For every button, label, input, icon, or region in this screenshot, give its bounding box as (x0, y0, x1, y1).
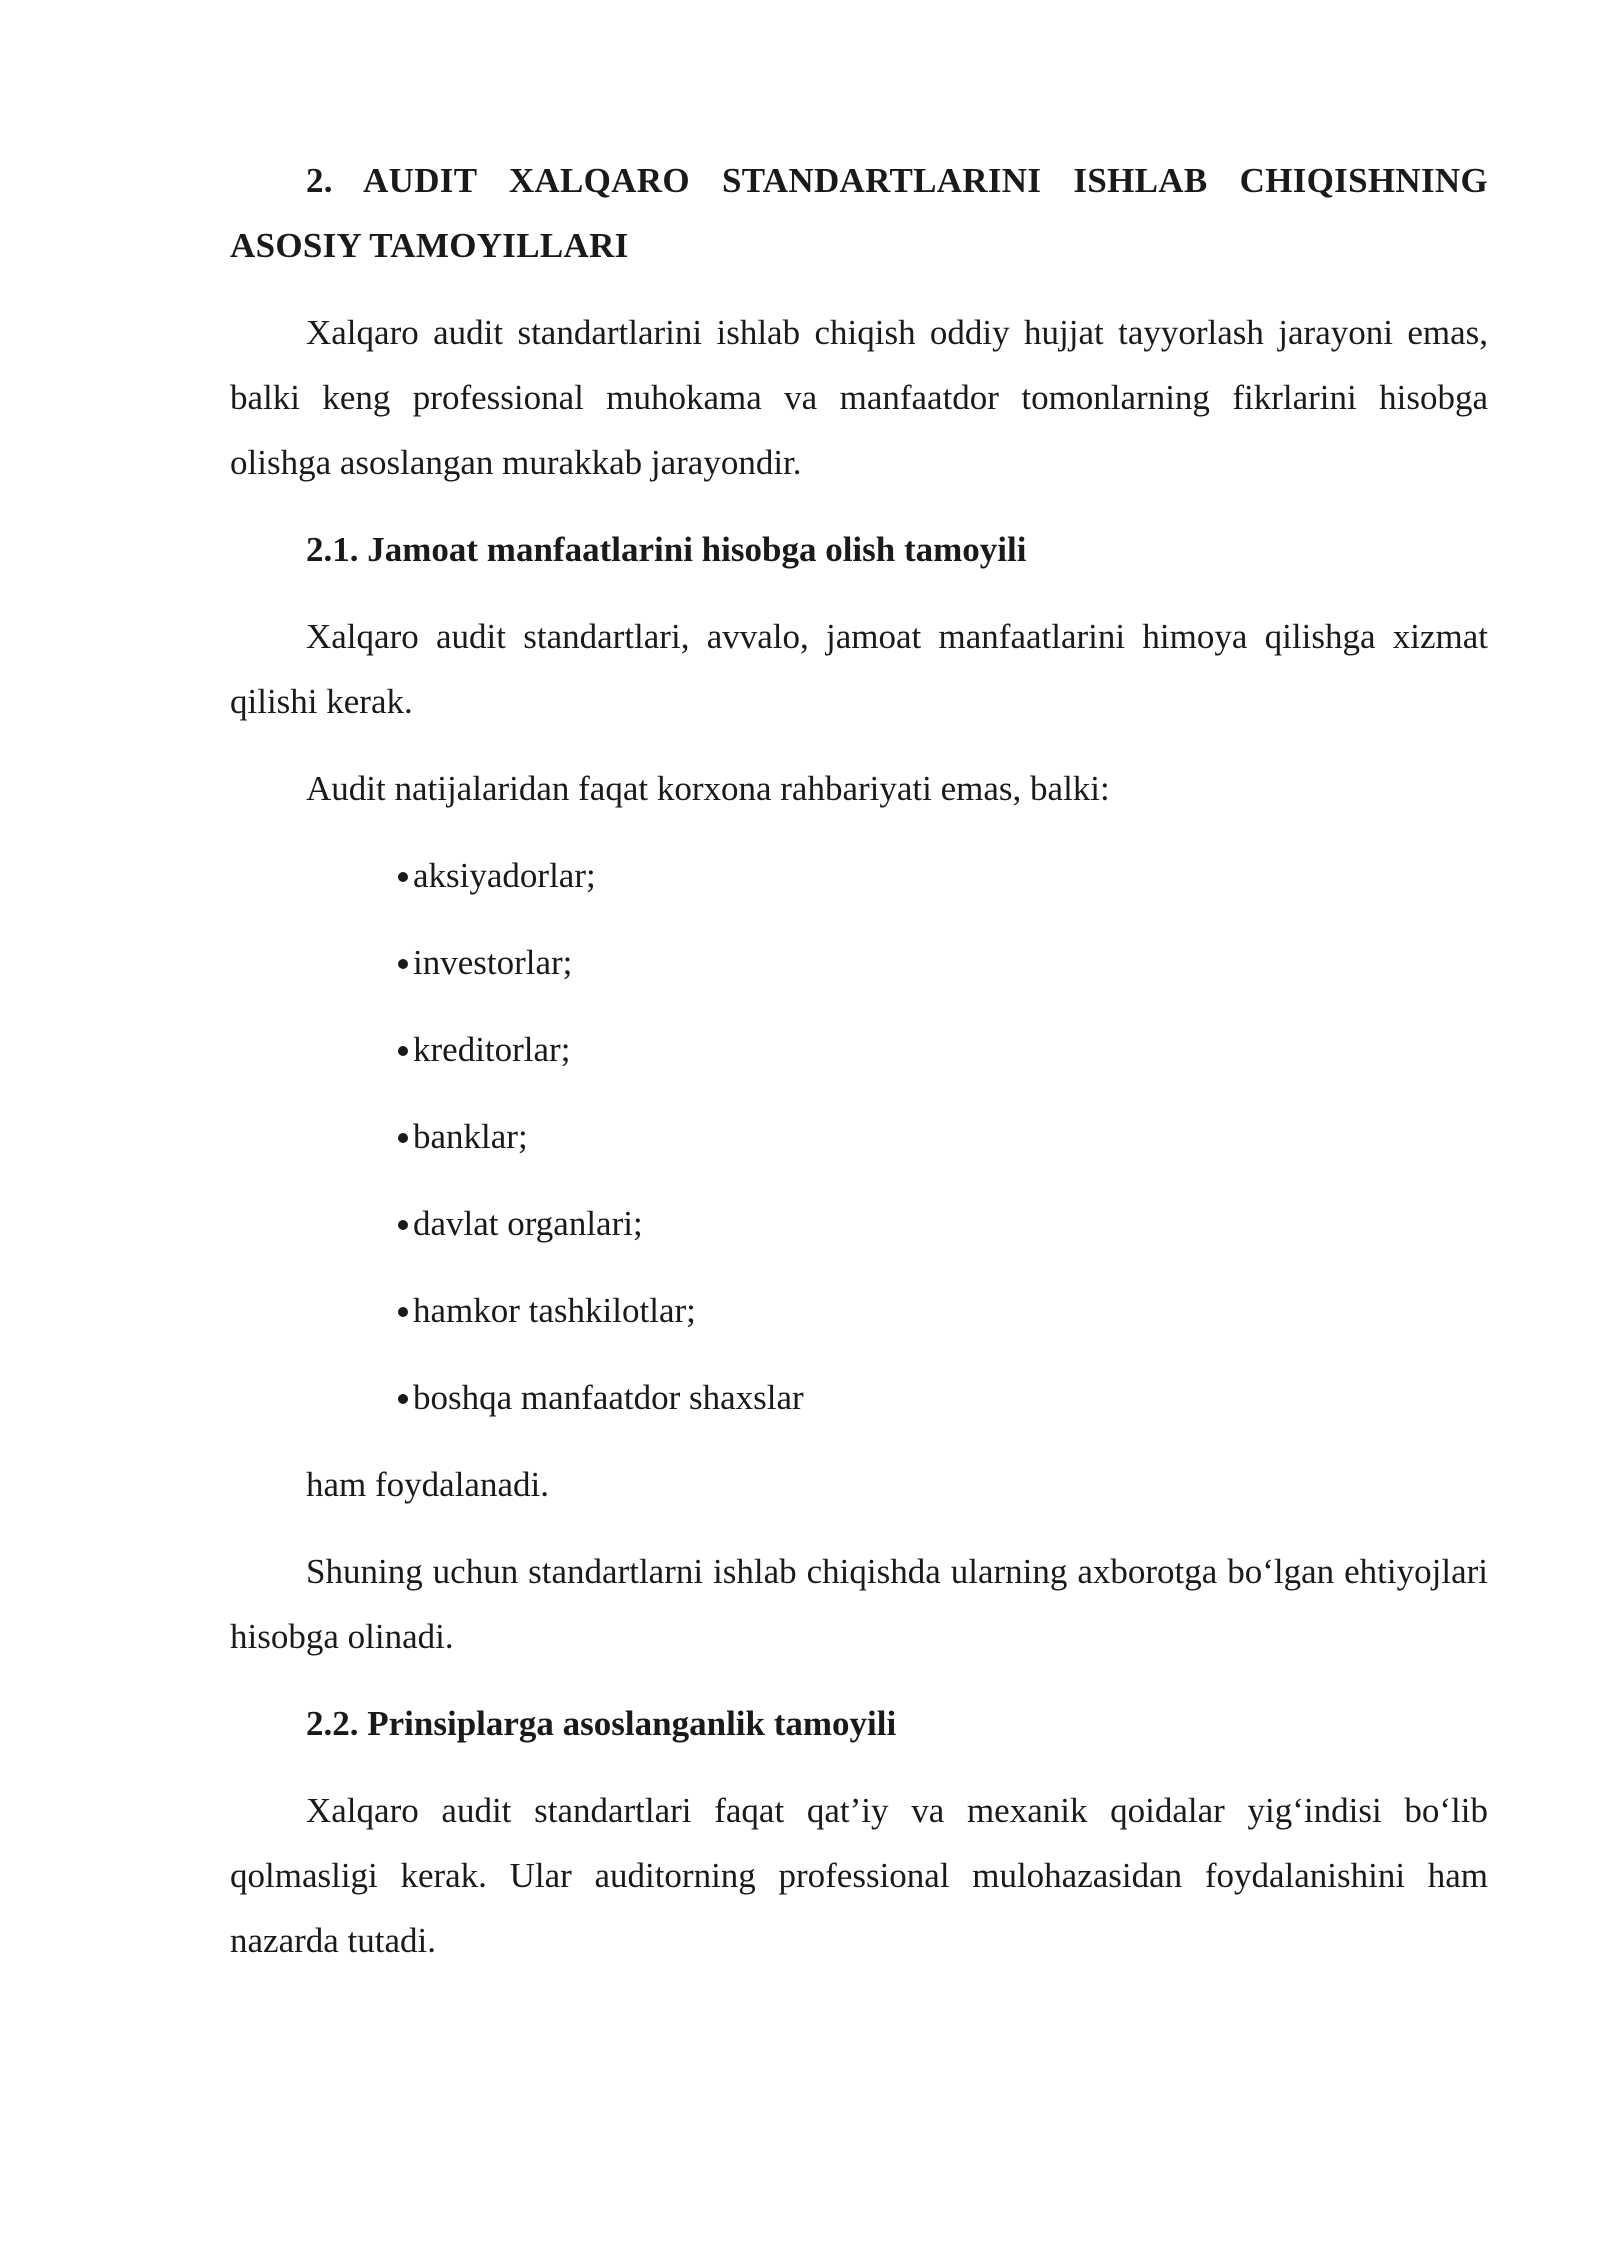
document-page (230, 148, 1488, 1995)
paragraph-principles-based: Xalqaro audit standartlari faqat qat’iy va mexanik qoidalar yig‘indisi bo‘lib qolmasligi kerak. Ular auditorning professional mulohazasidan foydalanishini ham nazarda tutadi. (230, 1791, 1488, 1960)
list-item (398, 1278, 1488, 1343)
list-item (398, 1017, 1488, 1082)
list-item (398, 930, 1488, 995)
bullet-icon (398, 1307, 408, 1317)
section-heading: 2. AUDIT XALQARO STANDARTLARINI ISHLAB CHIQISHNING ASOSIY TAMOYILLARI (230, 161, 1488, 265)
list-item (398, 1104, 1488, 1169)
bullet-icon (398, 959, 408, 969)
list-item-text: davlat organlari; (413, 1204, 643, 1243)
list-item (398, 843, 1488, 908)
list-item (398, 1365, 1488, 1430)
paragraph-list-conclusion: ham foydalanadi. (306, 1465, 549, 1504)
bullet-icon (398, 872, 408, 882)
bullet-icon (398, 1133, 408, 1143)
subsection-title-2-2: 2.2. Prinsiplarga asoslanganlik tamoyili (306, 1704, 897, 1743)
list-item-text: aksiyadorlar; (413, 856, 596, 895)
list-item-text: boshqa manfaatdor shaxslar (413, 1378, 804, 1417)
list-item-text: banklar; (413, 1117, 528, 1156)
intro-paragraph: Xalqaro audit standartlarini ishlab chiqish oddiy hujjat tayyorlash jarayoni emas, balki keng professional muhokama va manfaatdor tomonlarning fikrlarini hisobga olishga asoslangan murakkab jarayondir. (230, 313, 1488, 482)
list-item (398, 1191, 1488, 1256)
subsection-title-2-1: 2.1. Jamoat manfaatlarini hisobga olish tamoyili (306, 530, 1027, 569)
paragraph-public-interest: Xalqaro audit standartlari, avvalo, jamoat manfaatlarini himoya qilishga xizmat qilishi kerak. (230, 617, 1488, 721)
bullet-icon (398, 1220, 408, 1230)
paragraph-information-needs: Shuning uchun standartlarni ishlab chiqishda ularning axborotga bo‘lgan ehtiyojlari hisobga olinadi. (230, 1552, 1488, 1656)
list-item-text: investorlar; (413, 943, 573, 982)
list-item-text: hamkor tashkilotlar; (413, 1291, 696, 1330)
bullet-icon (398, 1046, 408, 1056)
list-item-text: kreditorlar; (413, 1030, 571, 1069)
bullet-icon (398, 1394, 408, 1404)
paragraph-audit-users: Audit natijalaridan faqat korxona rahbariyati emas, balki: (306, 769, 1110, 808)
stakeholder-list (230, 843, 1488, 1430)
